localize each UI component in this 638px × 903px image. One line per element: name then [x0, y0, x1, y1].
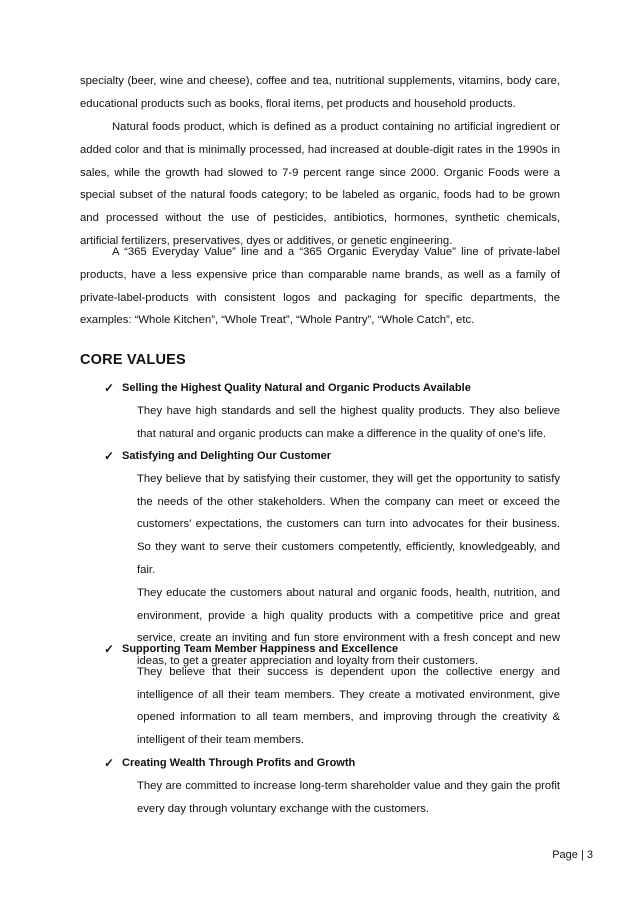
core-value-body	[137, 775, 560, 821]
core-value-title-text: Satisfying and Delighting Our Customer	[122, 450, 332, 462]
checkmark-icon: ✓	[104, 449, 115, 463]
core-value-title-text: Selling the Highest Quality Natural and Organic Products Available	[122, 382, 471, 394]
core-values-heading: CORE VALUES	[80, 352, 186, 368]
core-value-paragraph: They educate the customers about natural and organic foods, health, nutrition, and environment, provide a high quality products with a competitive price and great service, create an inviting and fun store environment with a fresh concept and new ideas, to get a greater appreciation and loyalty from their customers.	[137, 586, 560, 668]
page-number: Page | 3	[552, 849, 593, 861]
core-value-title-text: Supporting Team Member Happiness and Excellence	[122, 643, 399, 655]
core-value-paragraph: They are committed to increase long-term shareholder value and they gain the profit every day through voluntary exchange with the customers.	[137, 779, 560, 815]
core-value-title	[104, 377, 560, 400]
checkmark-icon: ✓	[104, 381, 115, 395]
core-value-paragraph: They believe that by satisfying their customer, they will get the opportunity to satisfy the needs of the other stakeholders. When the company can meet or exceed the customers’ expectations, the customers can turn into advocates for their business. So they want to serve their customers competently, efficiently, knowledgeably, and fair.	[137, 472, 560, 576]
core-value-body	[137, 661, 560, 752]
core-value-item	[104, 752, 560, 820]
core-value-title-text: Creating Wealth Through Profits and Growth	[122, 757, 356, 769]
intro-paragraph-2: Natural foods product, which is defined as a product containing no artificial ingredient or added color and that is minimally processed, had increased at double-digit rates in the 1990s in sales, while the growth had slowed to 7-9 percent range since 2000. Organic Foods were a special subset of the natural foods category; to be labeled as organic, foods had to be grown and processed without the use of pesticides, antibiotics, hormones, synthetic chemicals, artificial fertilizers, preservatives, dyes or additives, or genetic engineering.	[80, 121, 560, 247]
checkmark-icon: ✓	[104, 642, 115, 656]
core-value-title	[104, 752, 560, 775]
intro-paragraph-3: A “365 Everyday Value” line and a “365 Organic Everyday Value” line of private-label products, have a less expensive price than comparable name brands, as well as a family of private-label-products with consistent logos and packaging for specific departments, the examples: “Whole Kitchen”, “Whole Treat”, “Whole Pantry”, “Whole Catch”, etc.	[80, 246, 560, 327]
core-value-item	[104, 377, 560, 445]
core-value-item	[104, 638, 560, 752]
core-value-paragraph: They believe that their success is dependent upon the collective energy and intelligence of all their team members. They create a motivated environment, give opened information to all team members, and improving through the creativity & intelligent of their team members.	[137, 665, 560, 747]
checkmark-icon: ✓	[104, 756, 115, 770]
core-value-paragraph: They have high standards and sell the highest quality products. They also believe that natural and organic products can make a difference in the quality of one’s life.	[137, 404, 560, 440]
core-value-title	[104, 445, 560, 468]
intro-paragraph-1: specialty (beer, wine and cheese), coffee and tea, nutritional supplements, vitamins, body care, educational products such as books, floral items, pet products and household products.	[80, 75, 560, 110]
core-value-title	[104, 638, 560, 661]
core-value-body	[137, 400, 560, 446]
